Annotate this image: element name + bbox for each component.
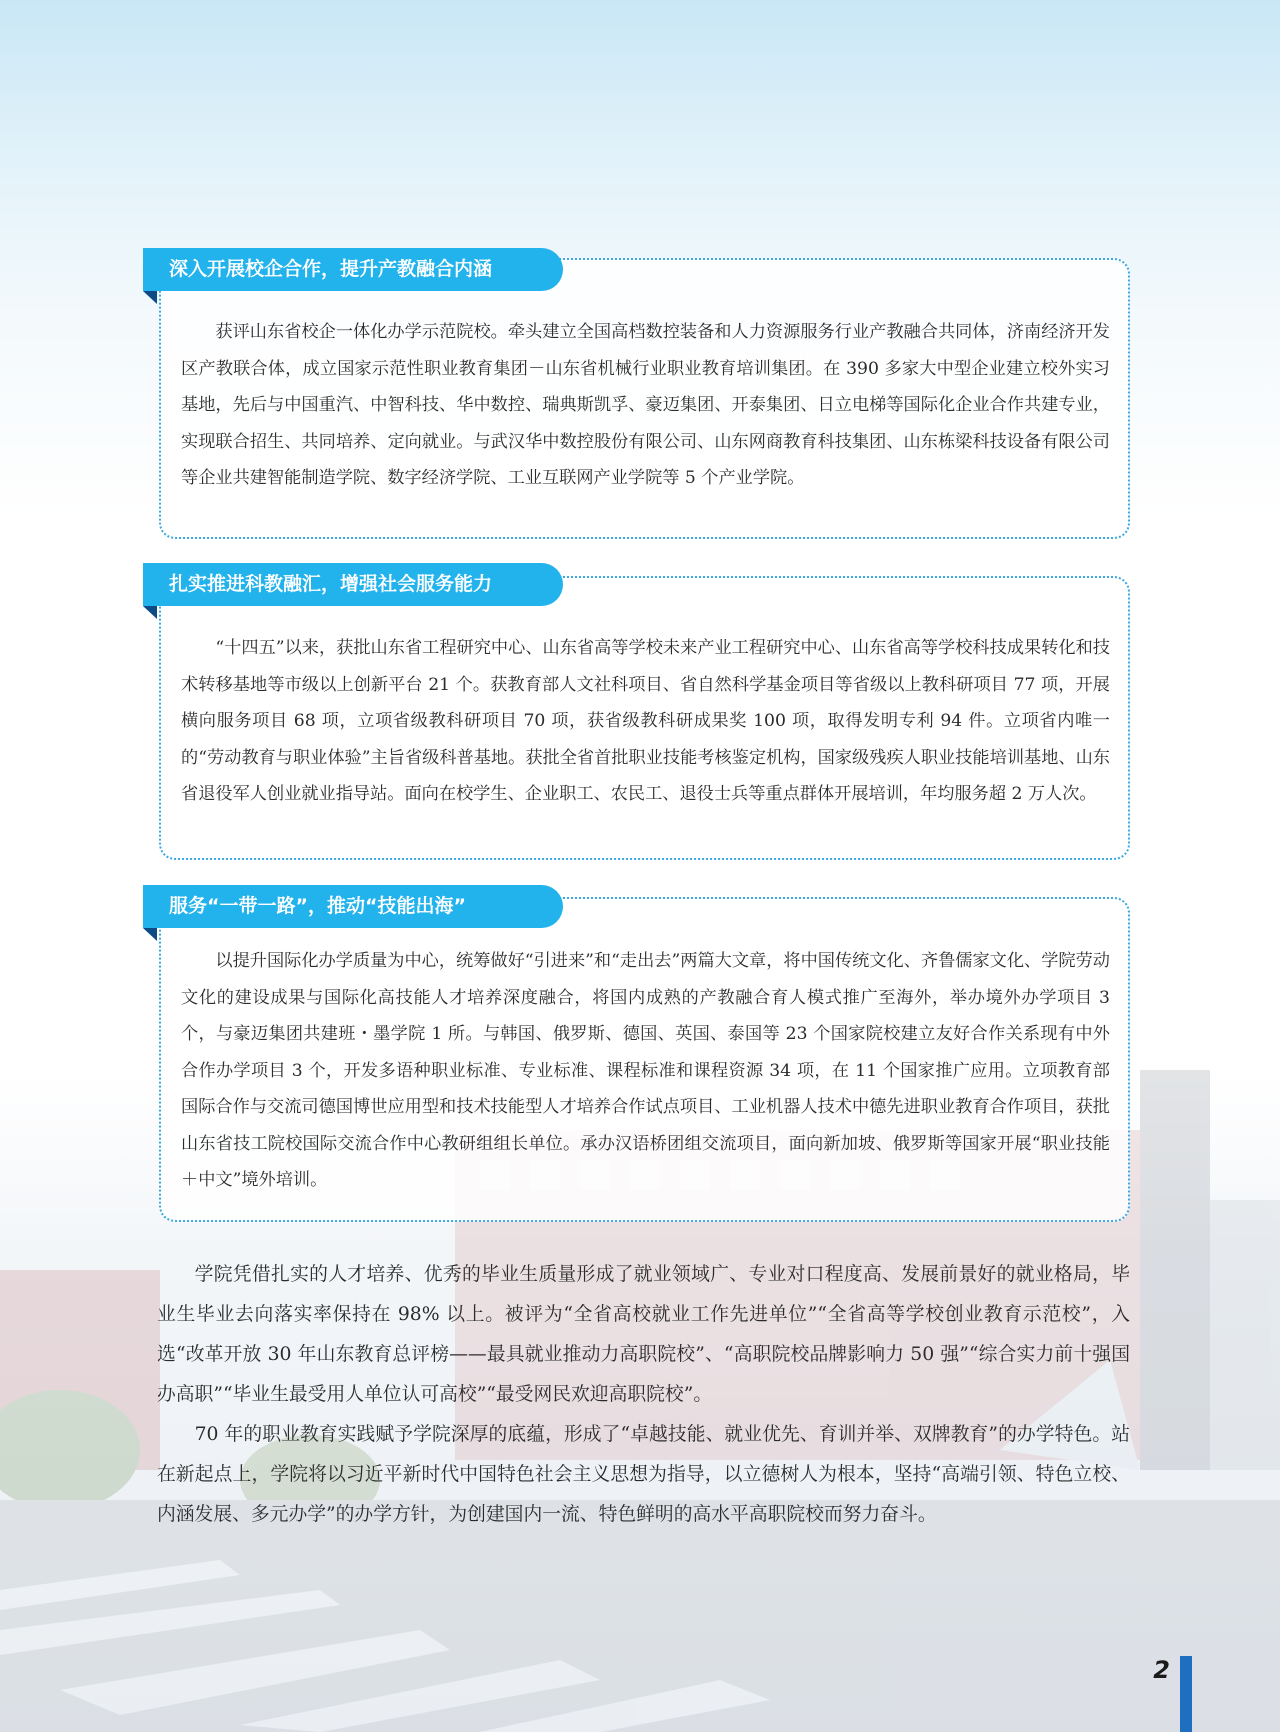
section-title: 扎实推进科教融汇，增强社会服务能力: [143, 563, 563, 606]
tab-fold-decoration: [143, 928, 157, 941]
paragraph-outlook: 70 年的职业教育实践赋予学院深厚的底蕴，形成了“卓越技能、就业优先、育训并举、双牌教育”的办学特色。站在新起点上，学院将以习近平新时代中国特色社会主义思想为指导，以立德树人为根本，坚持“高端引领、特色立校、内涵发展、多元办学”的办学方针，为创建国内一流、特色鲜明的高水平高职院校而努力奋斗。: [157, 1424, 1130, 1525]
section-title: 服务“一带一路”，推动“技能出海”: [143, 885, 563, 928]
paragraph-employment: 学院凭借扎实的人才培养、优秀的毕业生质量形成了就业领域广、专业对口程度高、发展前景好的就业格局，毕业生毕业去向落实率保持在 98% 以上。被评为“全省高校就业工作先进单位”“全省高等学校创业教育示范校”，入选“改革开放 30 年山东教育总评榜——最具就业推动力高职院校”、“高职院校品牌影响力 50 强”“综合实力前十强国办高职”“毕业生最受用人单位认可高校”“最受网民欢迎高职院校”。: [157, 1264, 1130, 1405]
section-industry-education: [143, 248, 1130, 539]
section-body-text: “十四五”以来，获批山东省工程研究中心、山东省高等学校未来产业工程研究中心、山东省高等学校科技成果转化和技术转移基地等市级以上创新平台 21 个。获教育部人文社科项目、省自然科学基金项目等省级以上教科研项目 77 项，开展横向服务项目 68 项，立项省级教科研项目 70 项，获省级教科研成果奖 100 项，取得发明专利 94 件。立项省内唯一的“劳动教育与职业体验”主旨省级科普基地。获批全省首批职业技能考核鉴定机构，国家级残疾人职业技能培训基地、山东省退役军人创业就业指导站。面向在校学生、企业职工、农民工、退役士兵等重点群体开展培训，年均服务超 2 万人次。: [181, 638, 1110, 804]
section-body-text: 获评山东省校企一体化办学示范院校。牵头建立全国高档数控装备和人力资源服务行业产教融合共同体，济南经济开发区产教联合体，成立国家示范性职业教育集团－山东省机械行业职业教育培训集团。在 390 多家大中型企业建立校外实习基地，先后与中国重汽、中智科技、华中数控、瑞典斯凯孚、豪迈集团、开泰集团、日立电梯等国际化企业合作共建专业，实现联合招生、共同培养、定向就业。与武汉华中数控股份有限公司、山东网商教育科技集团、山东栋梁科技设备有限公司等企业共建智能制造学院、数字经济学院、工业互联网产业学院等 5 个产业学院。: [181, 322, 1110, 488]
page-number-bar: [1180, 1656, 1192, 1732]
section-title: 深入开展校企合作，提升产教融合内涵: [143, 248, 563, 291]
section-panel: [159, 258, 1130, 539]
section-panel: [159, 897, 1130, 1222]
section-panel: [159, 576, 1130, 860]
tab-fold-decoration: [143, 606, 157, 619]
page-number: 2: [1153, 1656, 1170, 1684]
section-body-text: 以提升国际化办学质量为中心，统筹做好“引进来”和“走出去”两篇大文章，将中国传统文化、齐鲁儒家文化、学院劳动文化的建设成果与国际化高技能人才培养深度融合，将国内成熟的产教融合育人模式推广至海外，举办境外办学项目 3 个，与豪迈集团共建班・墨学院 1 所。与韩国、俄罗斯、德国、英国、泰国等 23 个国家院校建立友好合作关系现有中外合作办学项目 3 个，开发多语种职业标准、专业标准、课程标准和课程资源 34 项，在 11 个国家推广应用。立项教育部国际合作与交流司德国博世应用型和技术技能型人才培养合作试点项目、工业机器人技术中德先进职业教育合作项目，获批山东省技工院校国际交流合作中心教研组组长单位。承办汉语桥团组交流项目，面向新加坡、俄罗斯等国家开展“职业技能＋中文”境外培训。: [181, 951, 1110, 1190]
section-belt-and-road: [143, 885, 1130, 1222]
tab-fold-decoration: [143, 291, 157, 304]
closing-text: [157, 1255, 1130, 1535]
section-science-education: [143, 563, 1130, 860]
